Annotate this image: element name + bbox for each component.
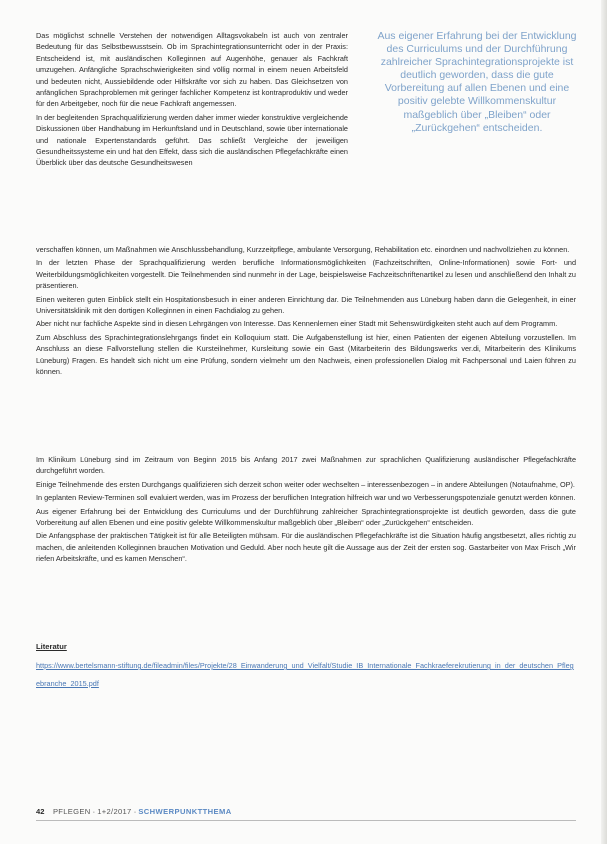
page-footer [36, 807, 576, 816]
pull-quote: Aus eigener Erfahrung bei der Entwicklung des Curriculums und der Durchführung zahlreicher Sprachintegrationsprojekte ist deutlich geworden, dass die gute Vorbereitung auf allen Ebenen und eine positiv gelebte Willkommenskultur maßgeblich über „Bleiben“ oder „Zurückgehen“ entscheiden. [377, 30, 577, 134]
body-paragraph: Zum Abschluss des Sprachintegrationslehrgangs findet ein Kolloquium statt. Die Aufgabenstellung ist hier, einen Patienten der eigenen Abteilung vorzustellen. Im Anschluss an diese Fallvorstellung stellen die Kursteilnehmer, Kursleitung sowie ein Gast (Mitarbeiterin des Bildungswerks ver.di, Mitarbeiterin des Klinikums Lüneburg) Fragen. Es handelt sich nicht um eine Prüfung, sondern vielmehr um den Nachweis, einen professionellen Dialog mit Fachpersonal und Laien führen zu können. [36, 332, 576, 377]
left-column [36, 30, 348, 171]
body-paragraph: Einige Teilnehmende des ersten Durchgangs qualifizieren sich derzeit schon weiter oder wechselten – interessenbezogen – in andere Abteilungen (Notaufnahme, OP). [36, 479, 575, 489]
footer-theme: SCHWERPUNKTTHEMA [138, 807, 232, 816]
footer-issue: 1+2/2017 [97, 807, 132, 816]
footer-section: PFLEGEN [52, 807, 91, 816]
full-width-section-1 [36, 244, 576, 379]
page-number: 42 [36, 807, 45, 816]
footer-separator: · [133, 807, 139, 816]
body-paragraph: Das möglichst schnelle Verstehen der notwendigen Alltagsvokabeln ist auch von zentraler Bedeutung für das Selbstbewusstsein. Ob im Sprachintegrationsunterricht oder in der Praxis: Entscheidend ist, mit ausländischen Kolleginnen auf Augenhöhe, genauer als Fachkraft umzugehen. Anfängliche Sprachschwierigkeiten sind völlig normal in einem neuen Arbeitsfeld und bedeuten nicht, Aussiebildende oder Hilfskräfte vor sich zu haben. Das Gleichsetzen von anfänglichen Sprachproblemen mit geringer fachlicher Kompetenz ist kontraproduktiv und weder für den Arbeitgeber, noch für die neue Fachkraft angemessen. [36, 31, 348, 109]
body-paragraph: Aber nicht nur fachliche Aspekte sind in diesen Lehrgängen von Interesse. Das Kennenlernen einer Stadt mit Sehenswürdigkeiten steht auch auf dem Programm. [36, 319, 558, 329]
body-paragraph: Im Klinikum Lüneburg sind im Zeitraum von Beginn 2015 bis Anfang 2017 zwei Maßnahmen zur sprachlichen Qualifizierung ausländischer Pflegefachkräfte durchgeführt worden. [36, 455, 576, 476]
full-width-section-2 [36, 454, 576, 567]
scan-edge [601, 0, 607, 844]
footer-rule [36, 820, 576, 821]
literature-heading: Literatur [36, 642, 67, 651]
literature-link[interactable]: https://www.bertelsmann-stiftung.de/fileadmin/files/Projekte/28_Einwanderung_und_Vielfalt/Studie_IB_Internationale_Fachkraeferekrutierung_in_der_deutschen_Pflegebranche_2015.pdf [36, 661, 574, 688]
body-paragraph: Aus eigener Erfahrung bei der Entwicklung des Curriculums und der Durchführung zahlreicher Sprachintegrationsprojekte ist deutlich geworden, dass die gute Vorbereitung auf allen Ebenen und eine positiv gelebte Willkommenskultur maßgeblich über „Bleiben“ oder „Zurückgehen“ entscheiden. [36, 506, 576, 528]
footer-separator: · [92, 807, 98, 816]
body-paragraph: In der begleitenden Sprachqualifizierung werden daher immer wieder konstruktive vergleichende Diskussionen über Handhabung im Herkunftsland und in Deutschland, sowie über internationale und nationale Expertenstandards geführt. Das schließt Vergleiche der jeweiligen Gesundheitssysteme ein und hat den Effekt, dass sich die ausländischen Pflegefachkräfte einen Überblick über das deutsche Gesundheitswesen [36, 112, 348, 168]
body-paragraph: Die Anfangsphase der praktischen Tätigkeit ist für alle Beteiligten mühsam. Für die ausländischen Pflegefachkräfte ist die Situation häufig angstbesetzt, alles richtig zu machen, die anleitenden Kolleginnen brauchen Motivation und Geduld. Aber noch heute gilt die Aussage aus der Zeit der ersten sog. Gastarbeiter von Max Frisch „Wir riefen Arbeitskräfte, und es kamen Menschen“. [36, 531, 576, 564]
body-paragraph: Einen weiteren guten Einblick stellt ein Hospitationsbesuch in einer anderen Einrichtung dar. Die Teilnehmenden aus Lüneburg haben dann die Gelegenheit, in einer Universitätsklinik mit den dortigen Kolleginnen in einen Fachdialog zu gehen. [36, 294, 576, 316]
literature-section [36, 641, 576, 691]
body-paragraph: verschaffen können, um Maßnahmen wie Anschlussbehandlung, Kurzzeitpflege, ambulante Versorgung, Rehabilitation etc. einordnen und nachvollziehen zu können. [36, 245, 570, 254]
body-paragraph: In geplanten Review-Terminen soll evaluiert werden, was im Prozess der beruflichen Integration hilfreich war und wo Verbesserungspotenziale genutzt werden können. [36, 493, 576, 503]
body-paragraph: In der letzten Phase der Sprachqualifizierung werden berufliche Informationsmöglichkeiten (Fachzeitschriften, Online-Informationen) sowie Fort- und Weiterbildungsmöglichkeiten vorgestellt. Die Teilnehmenden sind nunmehr in der Lage, beispielsweise Fachzeitschriftenartikel zu lesen und anschließend den Inhalt zu präsentieren. [36, 258, 576, 291]
footer-spacer [47, 807, 51, 816]
